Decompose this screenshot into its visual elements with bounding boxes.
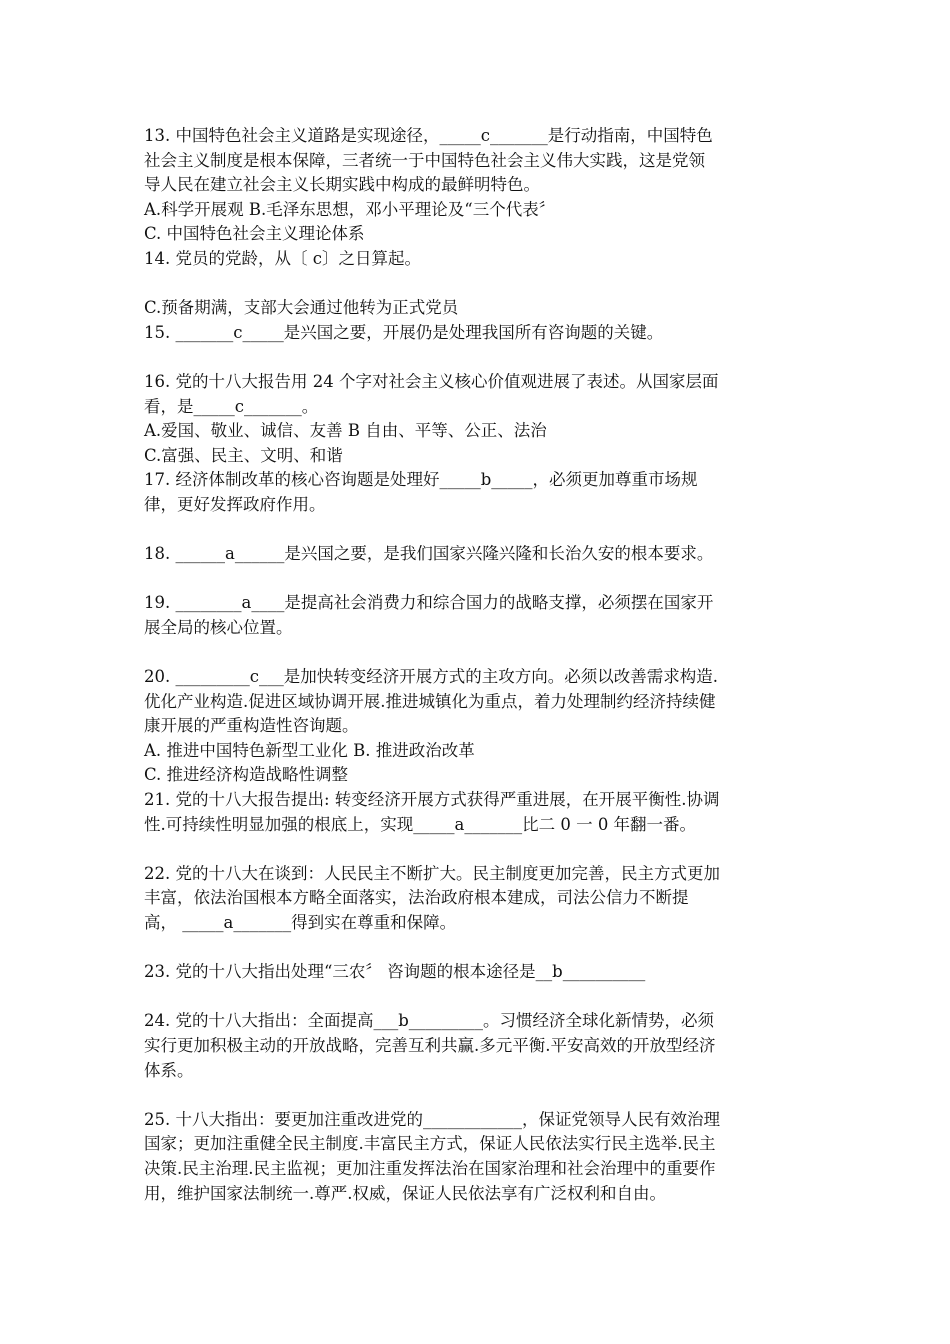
text-line: 看，是_____c_______。 xyxy=(144,396,319,416)
text-line: 决策.民主治理.民主监视；更加注重发挥法治在国家治理和社会治理中的重要作 xyxy=(144,1158,716,1178)
text-line: 社会主义制度是根本保障，三者统一于中国特色社会主义伟大实践，这是党领 xyxy=(144,150,705,170)
text-line: C. 中国特色社会主义理论体系 xyxy=(144,224,365,244)
text-line: 康开展的严重构造性咨询题。 xyxy=(144,716,359,736)
text-line: 实行更加积极主动的开放战略，完善互利共赢.多元平衡.平安高效的开放型经济 xyxy=(144,1035,716,1055)
text-line: 16. 党的十八大报告用 24 个字对社会主义核心价值观进展了表述。从国家层面 xyxy=(144,371,719,391)
text-line: 23. 党的十八大指出处理“三农〞 咨询题的根本途径是__b__________ xyxy=(144,962,646,982)
text-line: C.富强、民主、文明、和谐 xyxy=(144,445,343,465)
text-line: 18. ______a______是兴国之要，是我们国家兴隆兴隆和长治久安的根本要求。 xyxy=(144,544,714,564)
text-line: 25. 十八大指出：要更加注重改进党的____________，保证党领导人民有效治理 xyxy=(144,1109,720,1129)
text-line: A. 推进中国特色新型工业化 B. 推进政治改革 xyxy=(144,740,475,760)
text-line: 24. 党的十八大指出：全面提高___b_________。习惯经济全球化新情势，必须 xyxy=(144,1011,715,1031)
text-line: 15. _______c_____是兴国之要，开展仍是处理我国所有咨询题的关键。 xyxy=(144,322,664,342)
text-line: 13. 中国特色社会主义道路是实现途径，_____c_______是行动指南，中国特色 xyxy=(144,126,713,145)
text-line: 22. 党的十八大在谈到：人民民主不断扩大。民主制度更加完善，民主方式更加 xyxy=(144,863,720,883)
text-line: C.预备期满，支部大会通过他转为正式党员 xyxy=(144,298,459,318)
blank-line xyxy=(144,272,814,297)
text-line: 国家；更加注重健全民主制度.丰富民主方式，保证人民依法实行民主选举.民主 xyxy=(144,1134,716,1154)
text-line: 14. 党员的党龄，从〔 c〕之日算起。 xyxy=(144,248,421,268)
text-line: 17. 经济体制改革的核心咨询题是处理好_____b_____，必须更加尊重市场规 xyxy=(144,470,698,490)
blank-line xyxy=(144,345,814,370)
text-line: 丰富，依法治国根本方略全面落实，法治政府根本建成，司法公信力不断提 xyxy=(144,888,689,908)
text-line: 21. 党的十八大报告提出: 转变经济开展方式获得严重进展，在开展平衡性.协调 xyxy=(144,790,720,810)
blank-line xyxy=(144,936,814,961)
text-line: A.科学开展观 B.毛泽东思想，邓小平理论及“三个代表〞 xyxy=(144,199,556,219)
text-line: C. 推进经济构造战略性调整 xyxy=(144,765,349,785)
text-line: A.爱国、敬业、诚信、友善 B 自由、平等、公正、法治 xyxy=(144,421,547,441)
text-line: 优化产业构造.促进区域协调开展.推进城镇化为重点，着力处理制约经济持续健 xyxy=(144,691,716,711)
blank-line xyxy=(144,1083,814,1108)
text-line: 性.可持续性明显加强的根底上，实现_____a_______比二 0 一 0 年翻一番。 xyxy=(144,814,697,834)
text-line: 律，更好发挥政府作用。 xyxy=(144,494,326,514)
text-line: 20. _________c___是加快转变经济开展方式的主攻方向。必须以改善需求构造. xyxy=(144,667,718,687)
blank-line xyxy=(144,985,814,1010)
blank-line xyxy=(144,837,814,862)
blank-line xyxy=(144,567,814,592)
text-line: 用，维护国家法制统一.尊严.权威，保证人民依法享有广泛权利和自由。 xyxy=(144,1183,666,1203)
text-line: 体系。 xyxy=(144,1060,194,1080)
document-body xyxy=(144,124,814,1206)
blank-line xyxy=(144,640,814,665)
text-line: 高， _____a_______得到实在尊重和保障。 xyxy=(144,913,457,932)
text-line: 展全局的核心位置。 xyxy=(144,617,293,637)
text-line: 导人民在建立社会主义长期实践中构成的最鲜明特色。 xyxy=(144,175,540,195)
text-line: 19. ________a____是提高社会消费力和综合国力的战略支撑，必须摆在国家开 xyxy=(144,593,714,613)
blank-line xyxy=(144,518,814,543)
